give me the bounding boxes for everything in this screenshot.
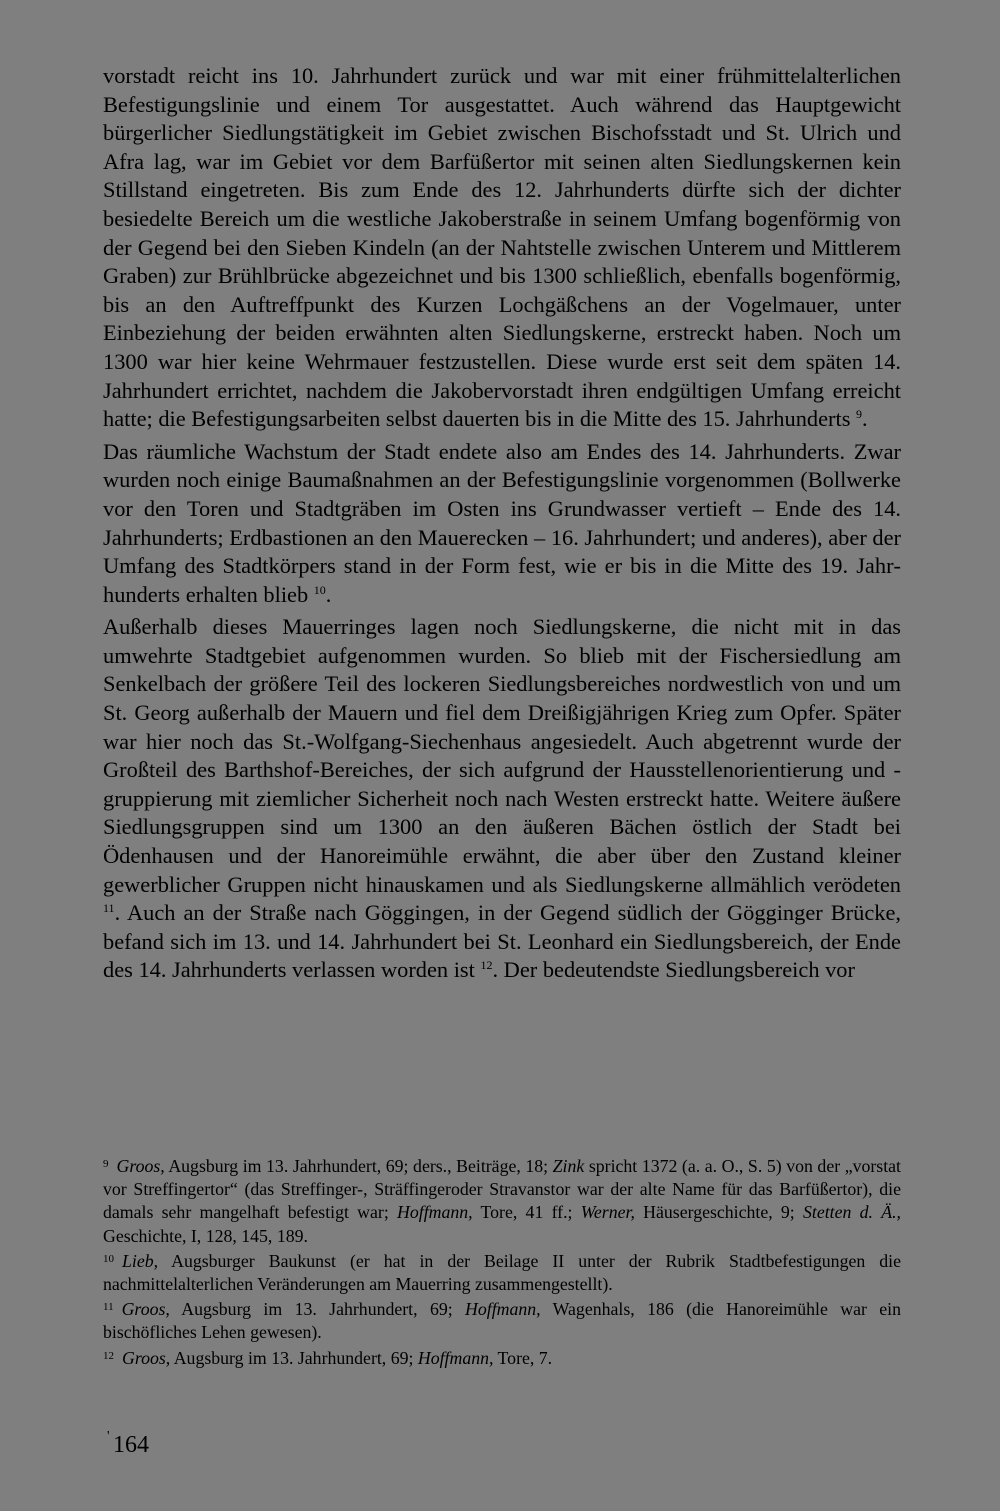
footnote-text: Augsburger Baukunst (er hat in der Beilage II unter der Rubrik Stadtbefestigungen die nachmittelalterlichen Veränderungen am Mauerring zusammengestellt). <box>103 1250 901 1295</box>
footnote-author: Groos, <box>116 1156 165 1176</box>
footnote-author: Hoffmann, <box>417 1347 494 1368</box>
footnote-author: Groos, <box>122 1347 171 1368</box>
footnote-ref-11[interactable]: 11 <box>103 901 115 916</box>
footnote-author: Werner, <box>580 1202 635 1223</box>
footnote-author: Groos, <box>121 1299 170 1320</box>
footnotes <box>103 1153 901 1370</box>
footnote-number: 10 <box>103 1252 114 1265</box>
paragraph-2 <box>103 438 901 610</box>
main-text <box>103 62 901 985</box>
footnote-author: Lieb, <box>122 1250 159 1271</box>
paragraph-2-text: Das räumliche Wachstum der Stadt endete also am Endes des 14. Jahrhunderts. Zwar wurden noch einige Baumaßnahmen an der Befestigungslinie vorgenommen (Bollwerke vor den Toren und Stadtgräben im Osten ins Grundwasser vertieft – Ende des 14. Jahrhunderts; Erdbastionen an den Mauerecken – 16. Jahrhundert; und anderes), aber der Umfang des Stadtkörpers stand in der Form fest, wie er bis in die Mitte des 19. Jahrhunderts erhalten blieb <box>103 438 901 607</box>
footnote-number: 9 <box>103 1158 109 1170</box>
footnote-number: 12 <box>103 1349 114 1362</box>
paragraph-1-text: vorstadt reicht ins 10. Jahrhundert zurück und war mit einer frühmittelalterlichen Befestigungslinie und einem Tor ausgestattet. Auch während das Hauptgewicht bürgerlicher Siedlungstätigkeit im Gebiet zwischen Bischofsstadt und St. Ulrich und Afra lag, war im Gebiet vor dem Barfüßertor mit seinen alten Siedlungskernen kein Stillstand eingetreten. Bis zum Ende des 12. Jahrhunderts dürfte sich der dichter besiedelte Bereich um die westliche Jakoberstraße in seinem Umfang bogenförmig von der Gegend bei den Sieben Kindeln (an der Nahtstelle zwischen Unterem und Mittlerem Graben) zur Brühlbrücke abgezeichnet und bis 1300 schließlich, ebenfalls bogenförmig, bis an den Auftreffpunkt des Kurzen Lochgäßchens an der Vogelmauer, unter Einbeziehung der beiden erwähnten alten Siedlungskerne, erstreckt haben. Noch um 1300 war hier keine Wehrmauer festzustellen. Diese wurde erst seit dem späten 14. Jahrhundert errichtet, nachdem die Jakobervorstadt ihren endgültigen Umfang erreicht hatte; die Befestigungsarbeiten selbst dauerten bis in die Mitte des 15. Jahrhunderts <box>103 63 901 432</box>
footnote-9 <box>103 1153 901 1248</box>
footnote-10 <box>103 1248 901 1296</box>
footnote-text: Wagenhals, 186 (die Hanoreimühle war ein bischöfliches Lehen gewesen). <box>103 1299 901 1343</box>
footnote-ref-9[interactable]: 9 <box>856 407 863 422</box>
footnote-11 <box>103 1296 901 1344</box>
paragraph-3 <box>103 613 901 985</box>
footnote-author: Stetten d. Ä., <box>803 1202 901 1223</box>
paragraph-1 <box>103 62 901 434</box>
paragraph-3-text-b: . Auch an der Straße nach Göggingen, in der Gegend südlich der Gögginger Brücke, befand sich im 13. und 14. Jahrhundert bei St. Leonhard ein Siedlungsbereich, der Ende des 14. Jahrhunderts verlassen worden ist <box>103 900 901 983</box>
footnote-text: Augsburg im 13. Jahrhundert, 69; ders., Beiträge, 18; <box>164 1156 553 1176</box>
footnote-author: Hoffmann, <box>397 1202 473 1223</box>
paragraph-2-tail: . <box>325 581 332 607</box>
paragraph-3-text-c: . Der bedeutendste Siedlungsbereich vor <box>492 957 855 983</box>
footnote-text: Häusergeschichte, 9; <box>634 1202 803 1223</box>
paragraph-3-text-a: Außerhalb dieses Mauerringes lagen noch Siedlungskerne, die nicht mit in das umwehrte Stadtgebiet aufgenommen wurden. So blieb mit der Fischersiedlung am Senkelbach der größere Teil des lockeren Siedlungsbereiches nordwestlich von und um St. Georg außerhalb der Mauern und fiel dem Dreißigjährigen Krieg zum Opfer. Später war hier noch das St.-Wolfgang-Siechenhaus angesiedelt. Auch abgetrennt wurde der Großteil des Barthshof-Bereiches, der sich aufgrund der Hausstellenorientierung und -gruppierung mit ziemlicher Sicherheit noch nach Westen erstreckt hatte. Weitere äußere Siedlungsgruppen sind um 1300 an den äußeren Bächen östlich der Stadt bei Ödenhausen und der Hanoreimühle erwähnt, die aber über den Zustand kleiner gewerblicher Gruppen nicht hinauskamen und als Siedlungskerne allmählich verödeten <box>103 614 901 897</box>
footnote-text: Augsburg im 13. Jahrhundert, 69; <box>170 1347 418 1368</box>
footnote-text: Augsburg im 13. Jahrhundert, 69; <box>169 1299 466 1320</box>
footnote-12 <box>103 1345 901 1370</box>
paragraph-1-tail: . <box>862 406 868 432</box>
page-mark: ' <box>107 1429 110 1444</box>
footnote-text: spricht 1372 (a. a. O., S. 5) von der „vorstat vor Streffingertor“ (das Streffinger-, Sträffingeroder Stravanstor war der alte Name für das Barfüßertor), die damals sehr mangelhaft befestigt war; <box>103 1156 901 1223</box>
footnote-text: Geschichte, I, 128, 145, 189. <box>103 1225 308 1246</box>
footnote-author: Hoffmann, <box>465 1299 541 1320</box>
footnote-author: Zink <box>552 1156 585 1176</box>
footnote-number: 11 <box>103 1301 114 1314</box>
footnote-ref-10[interactable]: 10 <box>313 582 326 597</box>
footnote-ref-12[interactable]: 12 <box>480 958 493 973</box>
page-number: 164 <box>113 1432 149 1458</box>
footnote-text: Tore, 7. <box>493 1347 553 1368</box>
footnote-text: Tore, 41 ff.; <box>472 1202 581 1223</box>
